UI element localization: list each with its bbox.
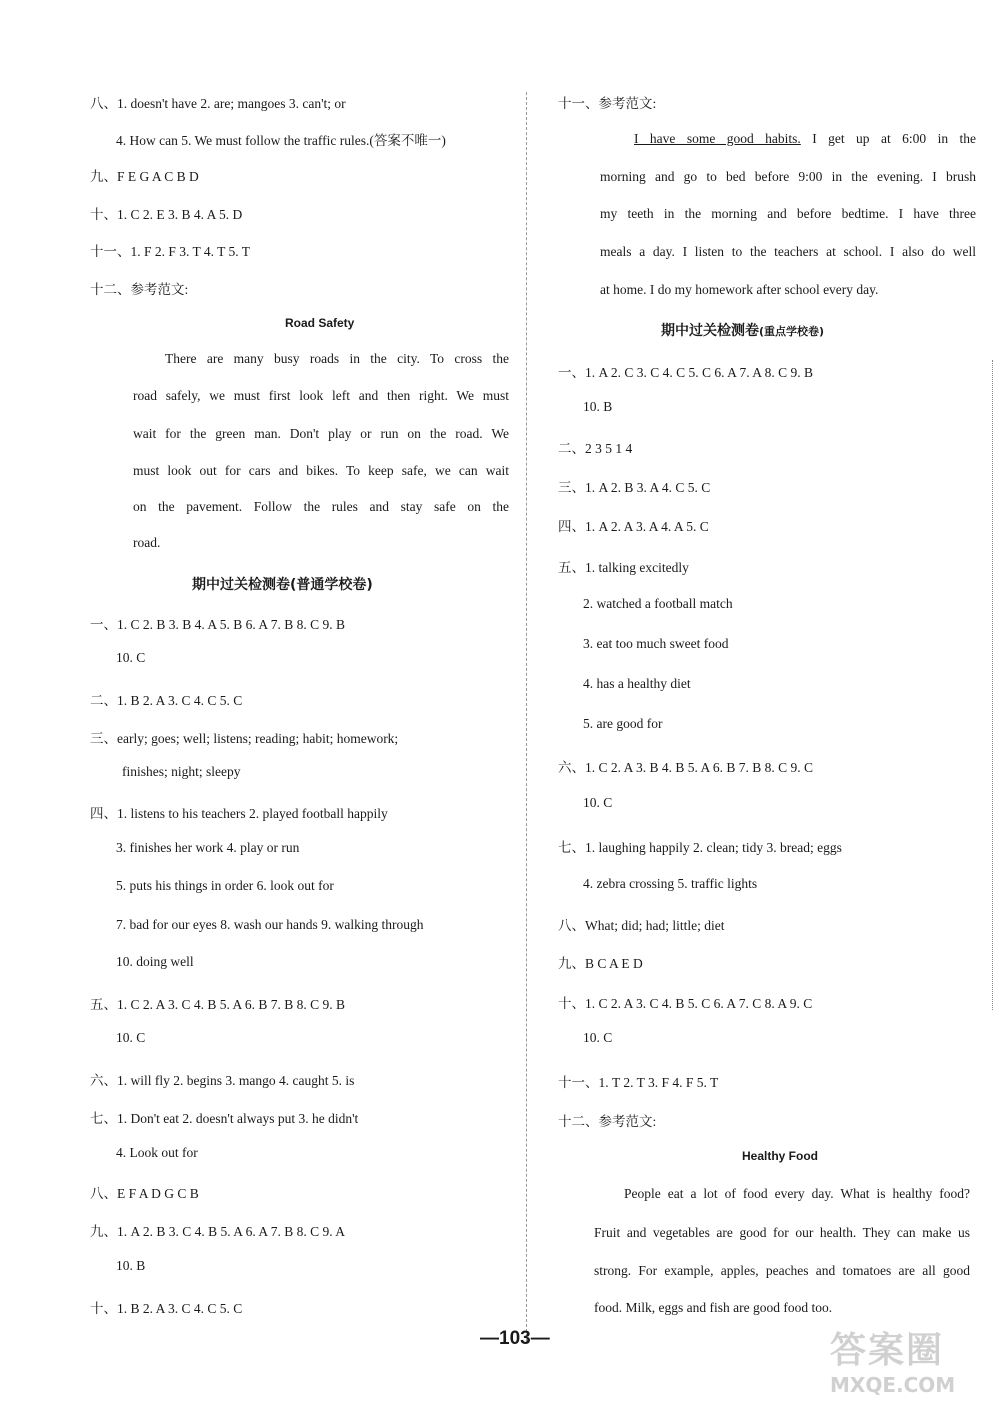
answer-line: 一、1. C 2. B 3. B 4. A 5. B 6. A 7. B 8. C 9. B: [90, 617, 346, 632]
answer-line: 二、1. B 2. A 3. C 4. C 5. C: [90, 693, 243, 708]
essay-line: Fruit and vegetables are good for our health. They can make us: [594, 1225, 970, 1240]
answer-line: 七、1. Don't eat 2. doesn't always put 3. he didn't: [90, 1111, 359, 1126]
answer-line: 七、1. laughing happily 2. clean; tidy 3. bread; eggs: [558, 840, 842, 855]
answer-line: 10. B: [116, 1258, 146, 1273]
section-title: [661, 320, 824, 340]
page-number: —103—: [480, 1328, 550, 1349]
answer-line: 八、E F A D G C B: [90, 1186, 199, 1201]
essay-line: wait for the green man. Don't play or run on the road. We: [133, 426, 509, 441]
answer-line: 10. C: [116, 650, 146, 665]
answer-line: 10. C: [583, 1030, 613, 1045]
essay-line: morning and go to bed before 9:00 in the evening. I brush: [600, 169, 976, 184]
answer-line: 九、F E G A C B D: [90, 169, 199, 184]
answer-line: 九、B C A E D: [558, 956, 643, 971]
answer-line: 五、1. talking excitedly: [558, 560, 689, 575]
answer-line: 十一、1. F 2. F 3. T 4. T 5. T: [90, 244, 251, 259]
essay-title: Road Safety: [285, 316, 355, 330]
answer-line: 10. C: [583, 795, 613, 810]
section-label: 十二、参考范文:: [558, 1114, 657, 1129]
answer-line: 三、early; goes; well; listens; reading; habit; homework;: [90, 731, 399, 746]
answer-line: 3. finishes her work 4. play or run: [116, 840, 300, 855]
answer-line: 六、1. will fly 2. begins 3. mango 4. caught 5. is: [90, 1073, 355, 1088]
answer-line: 4. How can 5. We must follow the traffic rules.(答案不唯一): [116, 133, 446, 148]
page-edge-mark: [992, 360, 993, 1010]
essay-line: [600, 131, 976, 147]
column-divider: [526, 92, 527, 1342]
essay-line: food. Milk, eggs and fish are good food too.: [594, 1300, 833, 1315]
essay-line: on the pavement. Follow the rules and stay safe on the: [133, 499, 509, 514]
answer-line: 六、1. C 2. A 3. B 4. B 5. A 6. B 7. B 8. C 9. C: [558, 760, 814, 775]
answer-line: 二、2 3 5 1 4: [558, 441, 633, 456]
underlined-sentence: I have some good habits.: [634, 131, 801, 146]
answer-line: 4. zebra crossing 5. traffic lights: [583, 876, 758, 891]
answer-line: 十、1. C 2. A 3. C 4. B 5. C 6. A 7. C 8. A 9. C: [558, 996, 813, 1011]
answer-line: 十、1. C 2. E 3. B 4. A 5. D: [90, 207, 243, 222]
answer-line: 5. puts his things in order 6. look out for: [116, 878, 334, 893]
essay-line: meals a day. I listen to the teachers at school. I also do well: [600, 244, 976, 259]
section-label: 十二、参考范文:: [90, 282, 189, 297]
answer-line: 4. Look out for: [116, 1145, 198, 1160]
answer-line: 10. B: [583, 399, 613, 414]
essay-line: my teeth in the morning and before bedtime. I have three: [600, 206, 976, 221]
answer-line: 10. C: [116, 1030, 146, 1045]
answer-line: 5. are good for: [583, 716, 663, 731]
watermark-top: 答案圈: [830, 1330, 945, 1371]
essay-line: road.: [133, 535, 161, 550]
essay-line: strong. For example, apples, peaches and tomatoes are all good: [594, 1263, 970, 1278]
answer-line: 五、1. C 2. A 3. C 4. B 5. A 6. B 7. B 8. C 9. B: [90, 997, 346, 1012]
answer-line: 7. bad for our eyes 8. wash our hands 9. walking through: [116, 917, 424, 932]
section-title: 期中过关检测卷(普通学校卷): [192, 577, 373, 593]
section-title-sub: (重点学校卷): [759, 325, 825, 338]
essay-line: road safely, we must first look left and then right. We must: [133, 388, 509, 403]
answer-line: 4. has a healthy diet: [583, 676, 691, 691]
section-label: 十一、参考范文:: [558, 96, 657, 111]
essay-line: at home. I do my homework after school every day.: [600, 282, 879, 297]
answer-line: 3. eat too much sweet food: [583, 636, 729, 651]
answer-line: 一、1. A 2. C 3. C 4. C 5. C 6. A 7. A 8. C 9. B: [558, 365, 814, 380]
answer-line: 四、1. listens to his teachers 2. played football happily: [90, 806, 388, 821]
essay-line: There are many busy roads in the city. To cross the: [165, 351, 509, 366]
essay-title: Healthy Food: [742, 1149, 819, 1163]
watermark-bottom: MXQE.COM: [830, 1373, 956, 1397]
answer-line: 九、1. A 2. B 3. C 4. B 5. A 6. A 7. B 8. C 9. A: [90, 1224, 346, 1239]
answer-line: 三、1. A 2. B 3. A 4. C 5. C: [558, 480, 711, 495]
essay-line: must look out for cars and bikes. To keep safe, we can wait: [133, 463, 509, 478]
answer-line: 八、What; did; had; little; diet: [558, 918, 725, 933]
answer-line: 十一、1. T 2. T 3. F 4. F 5. T: [558, 1075, 719, 1090]
watermark-logo: [830, 1322, 990, 1397]
answer-line: finishes; night; sleepy: [122, 764, 241, 779]
answer-line: 10. doing well: [116, 954, 194, 969]
answer-line: 2. watched a football match: [583, 596, 733, 611]
answer-line: 八、1. doesn't have 2. are; mangoes 3. can't; or: [90, 96, 346, 111]
answer-line: 十、1. B 2. A 3. C 4. C 5. C: [90, 1301, 243, 1316]
section-title-main: 期中过关检测卷: [661, 323, 759, 339]
essay-text: I get up at 6:00 in the: [800, 131, 976, 146]
essay-line: People eat a lot of food every day. What is healthy food?: [624, 1186, 970, 1201]
answer-line: 四、1. A 2. A 3. A 4. A 5. C: [558, 519, 709, 534]
